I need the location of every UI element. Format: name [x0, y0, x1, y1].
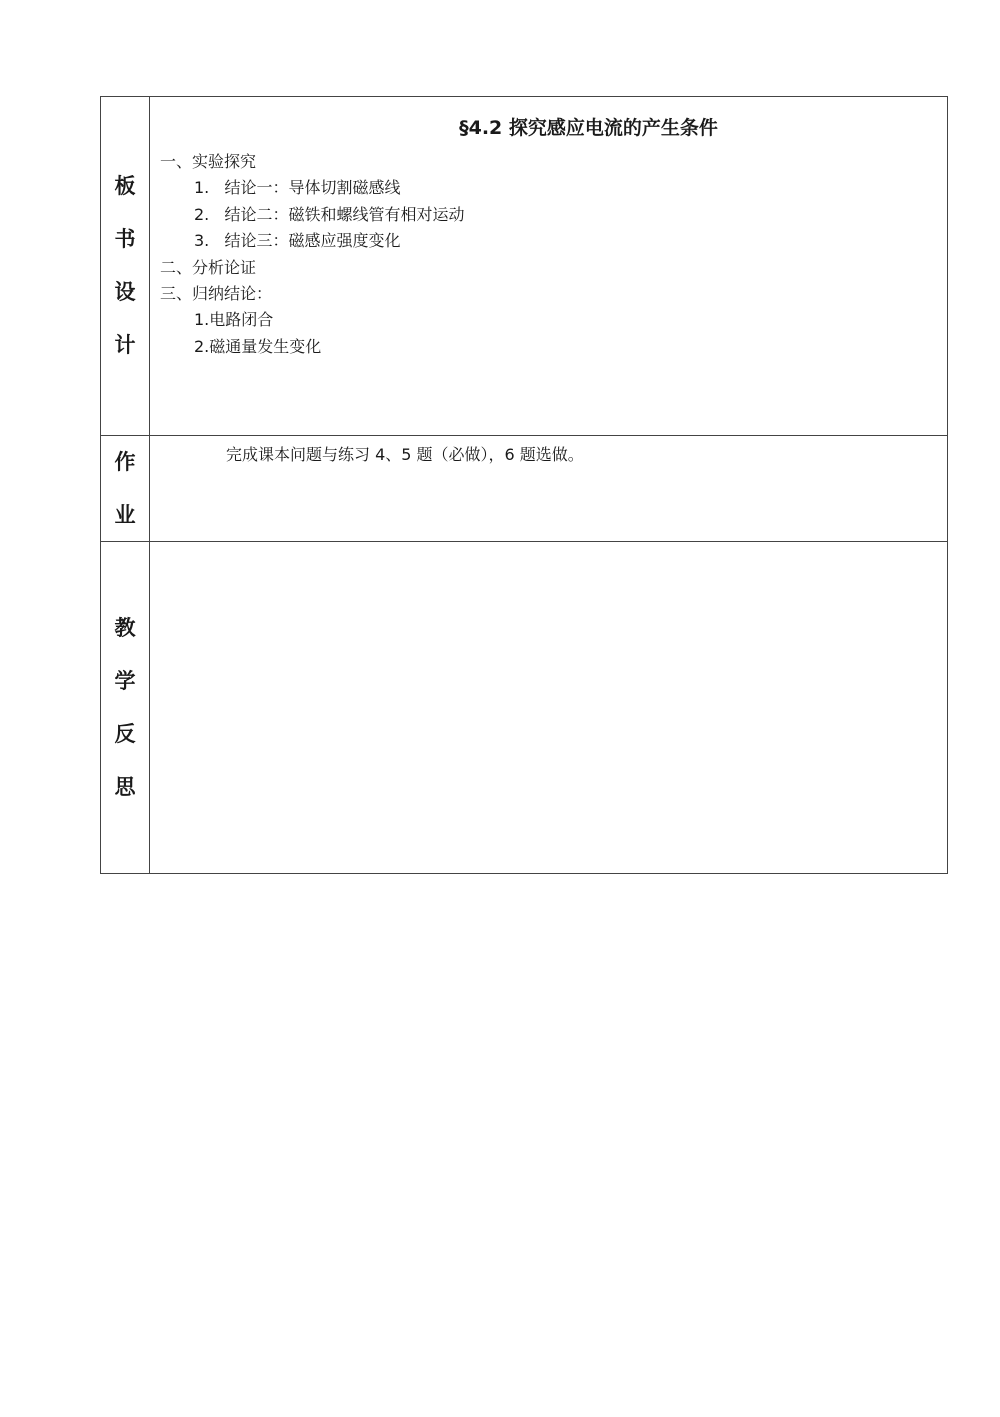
board-design-label	[101, 97, 150, 435]
homework-row	[101, 436, 947, 542]
label-char: 计	[114, 333, 136, 357]
outline-heading-3: 三、归纳结论：	[160, 284, 273, 303]
outline-item: 1.电路闭合	[194, 310, 274, 329]
homework-label	[101, 436, 150, 541]
label-char: 作	[114, 449, 136, 474]
reflection-label	[101, 542, 150, 873]
label-char: 设	[114, 280, 136, 304]
board-design-row	[101, 97, 947, 436]
section-title: §4.2 探究感应电流的产生条件	[459, 117, 718, 139]
homework-content	[150, 436, 947, 541]
label-char: 业	[114, 502, 136, 527]
label-char: 板	[114, 174, 136, 198]
outline-item: 2. 结论二：磁铁和螺线管有相对运动	[194, 205, 465, 224]
outline-heading-2: 二、分析论证	[160, 258, 257, 277]
reflection-content	[150, 542, 947, 873]
label-char: 书	[114, 227, 136, 251]
label-char: 学	[114, 668, 136, 693]
label-char: 思	[114, 774, 136, 799]
board-design-content	[150, 97, 947, 435]
homework-text: 完成课本问题与练习 4、5 题（必做），6 题选做。	[226, 445, 584, 464]
lesson-plan-table	[100, 96, 948, 874]
outline-item: 2.磁通量发生变化	[194, 337, 322, 356]
outline-item: 1. 结论一：导体切割磁感线	[194, 178, 401, 197]
outline-item: 3. 结论三：磁感应强度变化	[194, 231, 401, 250]
reflection-row	[101, 542, 947, 873]
outline-heading-1: 一、实验探究	[160, 152, 257, 171]
label-char: 教	[114, 615, 136, 640]
label-char: 反	[114, 721, 136, 746]
